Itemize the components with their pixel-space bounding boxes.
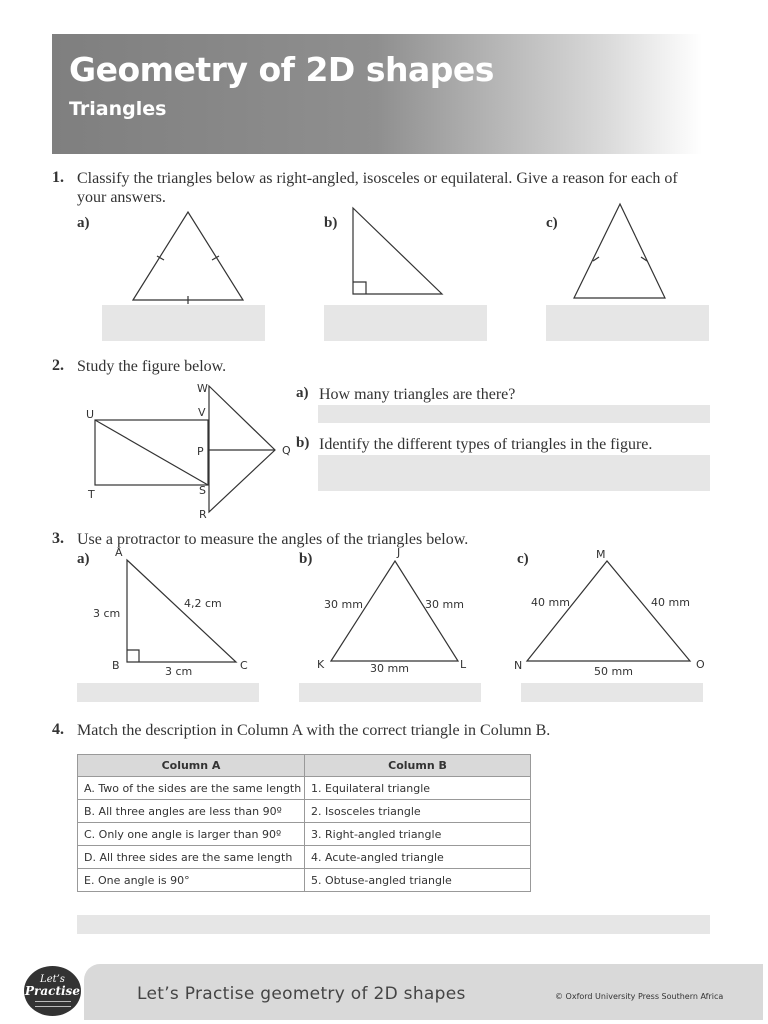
q3-part-b-label: b) (299, 551, 313, 567)
question-3-number: 3. (52, 530, 64, 547)
point-r-label: R (199, 508, 207, 521)
footer-copyright: © Oxford University Press Southern Africa (555, 992, 724, 1001)
table-row (78, 846, 531, 869)
point-u-label: U (86, 408, 95, 421)
q3c-side-mn: 40 mm (531, 596, 570, 609)
q4-answer-box[interactable] (77, 915, 710, 934)
table-row (78, 800, 531, 823)
column-a-cell: A. Two of the sides are the same length (78, 777, 305, 800)
q3a-side-ac: 4,2 cm (184, 597, 222, 610)
q1-part-b-label: b) (324, 215, 338, 231)
q3c-vertex-n: N (514, 659, 523, 672)
q2-part-a-text: How many triangles are there? (319, 386, 516, 403)
column-b-cell: 4. Acute-angled triangle (305, 846, 531, 869)
q3a-vertex-c: C (240, 659, 248, 672)
column-a-cell: C. Only one angle is larger than 90º (78, 823, 305, 846)
page-title: Geometry of 2D shapes (69, 50, 494, 89)
column-a-cell: E. One angle is 90° (78, 869, 305, 892)
question-1-text: Classify the triangles below as right-angled, isosceles or equilateral. Give a reason for each of your answers. (77, 170, 678, 206)
q3b-vertex-l: L (460, 658, 467, 671)
q2-part-a-label: a) (296, 385, 309, 401)
q1-part-c-label: c) (546, 215, 558, 231)
column-b-cell: 2. Isosceles triangle (305, 800, 531, 823)
q1-part-a-label: a) (77, 215, 90, 231)
q3-answer-box-a[interactable] (77, 683, 259, 702)
q3b-vertex-j: J (397, 546, 401, 559)
column-b-cell: 3. Right-angled triangle (305, 823, 531, 846)
q3a-vertex-a: A (115, 546, 123, 559)
table-header-row (78, 755, 531, 777)
logo-decoration (35, 1001, 71, 1007)
column-a-cell: B. All three angles are less than 90º (78, 800, 305, 823)
q3-triangle-c (527, 561, 690, 661)
q3c-vertex-m: M (596, 548, 606, 561)
q2-part-b-text: Identify the different types of triangles in the figure. (319, 436, 653, 453)
q2-part-b-label: b) (296, 435, 310, 451)
question-4-text: Match the description in Column A with the correct triangle in Column B. (77, 722, 551, 739)
table-row (78, 777, 531, 800)
q3-triangle-b (331, 561, 458, 661)
q3c-side-no: 50 mm (594, 665, 633, 678)
question-2-number: 2. (52, 357, 64, 374)
q3-triangle-a (127, 560, 236, 662)
logo-text-line-1: Let’s (40, 974, 65, 985)
column-b-cell: 1. Equilateral triangle (305, 777, 531, 800)
column-a-cell: D. All three sides are the same length (78, 846, 305, 869)
question-2-text: Study the figure below. (77, 358, 227, 375)
table-row (78, 869, 531, 892)
q3-part-c-label: c) (517, 551, 529, 567)
q3a-vertex-b: B (112, 659, 120, 672)
column-a-header: Column A (78, 755, 305, 777)
point-t-label: T (88, 488, 95, 501)
lets-practise-logo (24, 966, 81, 1016)
matching-table (77, 754, 531, 892)
logo-text-line-2: Practise (25, 984, 80, 998)
q3b-side-jl: 30 mm (425, 598, 464, 611)
point-v-label: V (198, 406, 206, 419)
question-1-number: 1. (52, 169, 64, 186)
page-subtitle: Triangles (69, 98, 167, 120)
q3-answer-box-b[interactable] (299, 683, 481, 702)
q3a-side-ab: 3 cm (93, 607, 121, 620)
footer-title: Let’s Practise geometry of 2D shapes (137, 984, 466, 1004)
q3b-side-jk: 30 mm (324, 598, 363, 611)
column-b-cell: 5. Obtuse-angled triangle (305, 869, 531, 892)
q3b-side-kl: 30 mm (370, 662, 409, 675)
point-p-label: P (197, 445, 204, 458)
point-q-label: Q (282, 444, 291, 457)
column-b-header: Column B (305, 755, 531, 777)
question-4-number: 4. (52, 721, 64, 738)
q3-part-a-label: a) (77, 551, 90, 567)
point-s-label: S (199, 484, 206, 497)
table-row (78, 823, 531, 846)
q3b-vertex-k: K (317, 658, 325, 671)
question-3-text: Use a protractor to measure the angles of the triangles below. (77, 531, 469, 548)
q3c-side-mo: 40 mm (651, 596, 690, 609)
point-w-label: W (197, 382, 208, 395)
q3c-vertex-o: O (696, 658, 705, 671)
q3-answer-box-c[interactable] (521, 683, 703, 702)
q3a-side-bc: 3 cm (165, 665, 193, 678)
